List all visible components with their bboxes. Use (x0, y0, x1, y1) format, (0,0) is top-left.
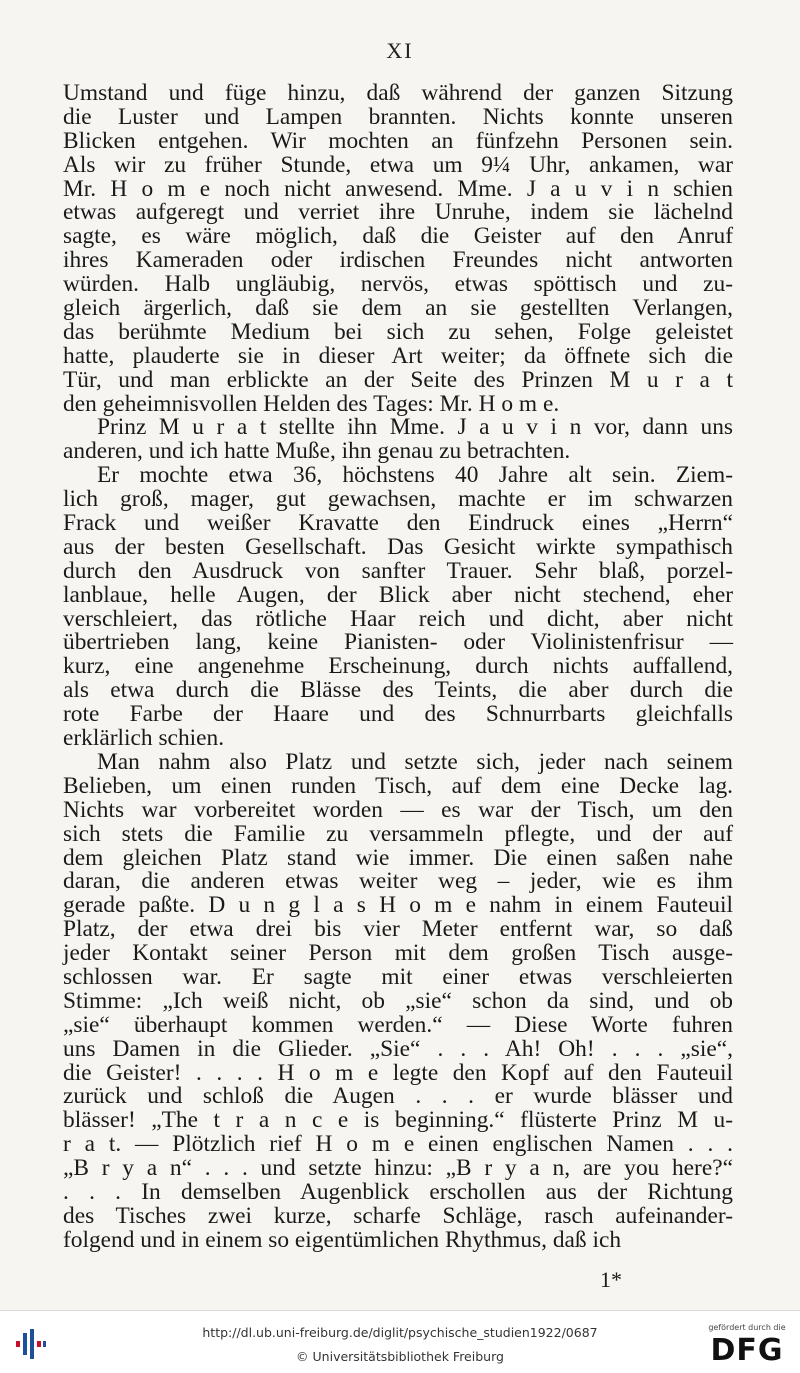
text-line: Belieben, um einen runden Tisch, auf dem eine Decke lag. (63, 772, 733, 799)
text-line: zurück und schloß die Augen . . . er wurde blässer und (63, 1083, 733, 1110)
text-line: kurz, eine angenehme Erscheinung, durch nichts auffallend, (63, 653, 733, 680)
text-line: jeder Kontakt seiner Person mit dem großen Tisch ausge- (63, 940, 733, 967)
text-line: dem gleichen Platz stand wie immer. Die einen saßen nahe (63, 844, 733, 871)
text-line: durch den Ausdruck von sanfter Trauer. Sehr blaß, porzel- (63, 557, 733, 584)
text-line: lich groß, mager, gut gewachsen, machte er im schwarzen (63, 486, 733, 513)
text-line: lanblaue, helle Augen, der Blick aber nicht stechend, eher (63, 581, 733, 608)
text-line: gerade paßte. D u n g l a s H o m e nahm in einem Fauteuil (63, 892, 733, 919)
text-line: . . . In demselben Augenblick erschollen aus der Richtung (63, 1178, 733, 1205)
text-line: das berühmte Medium bei sich zu sehen, Folge geleistet (63, 318, 733, 345)
text-line: etwas aufgeregt und verriet ihre Unruhe, indem sie lächelnd (63, 199, 733, 226)
text-line: sagte, es wäre möglich, daß die Geister auf den Anruf (63, 223, 733, 250)
text-line: des Tisches zwei kurze, scharfe Schläge, rasch aufeinander- (63, 1202, 733, 1229)
text-line: die Geister! . . . . H o m e legte den Kopf auf den Fauteuil (63, 1059, 733, 1086)
text-line: die Luster und Lampen brannten. Nichts konnte unseren (63, 103, 733, 130)
text-line: gleich ärgerlich, daß sie dem an sie gestellten Verlangen, (63, 295, 733, 322)
text-line: würden. Halb ungläubig, nervös, etwas spöttisch und zu- (63, 271, 733, 298)
text-line: rote Farbe der Haare und des Schnurrbarts gleichfalls (63, 701, 733, 728)
text-line: Umstand und füge hinzu, daß während der ganzen Sitzung (63, 80, 733, 106)
text-line: übertrieben lang, keine Pianisten- oder Violinistenfrisur — (63, 629, 733, 656)
text-line: folgend und in einem so eigentümlichen Rhythmus, daß ich (63, 1226, 622, 1253)
text-line: anderen, und ich hatte Muße, ihn genau zu betrachten. (63, 438, 571, 465)
text-line: sich stets die Familie zu versammeln pflegte, und der auf (63, 820, 733, 847)
text-line: Stimme: „Ich weiß nicht, ob „sie“ schon da sind, und ob (63, 987, 733, 1014)
text-line: r a t. — Plötzlich rief H o m e einen englischen Namen . . . (63, 1131, 733, 1158)
text-line: Blicken entgehen. Wir mochten an fünfzehn Personen sein. (63, 127, 733, 154)
text-line: „sie“ überhaupt kommen werden.“ — Diese Worte fuhren (63, 1011, 733, 1038)
text-line: blässer! „The t r a n c e is beginning.“ flüsterte Prinz M u- (63, 1107, 733, 1134)
text-line: ihres Kameraden oder irdischen Freundes nicht antworten (63, 247, 733, 274)
text-line: Als wir zu früher Stunde, etwa um 9¼ Uhr, ankamen, war (63, 151, 733, 178)
copyright-text: © Universitätsbibliothek Freiburg (296, 1349, 504, 1364)
text-line: „B r y a n“ . . . und setzte hinzu: „B r y a n, are you here?“ (63, 1155, 733, 1182)
page-number: XI (386, 38, 414, 63)
text-line: Tür, und man erblickte an der Seite des Prinzen M u r a t (63, 366, 733, 393)
text-line: uns Damen in die Glieder. „Sie“ . . . Ah! Oh! . . . „sie“, (63, 1035, 733, 1062)
text-line: verschleiert, das rötliche Haar reich und dicht, aber nicht (63, 605, 733, 632)
text-line: schlossen war. Er sagte mit einer etwas verschleierten (63, 963, 733, 990)
text-line: daran, die anderen etwas weiter weg – jeder, wie es ihm (63, 868, 733, 895)
text-line: den geheimnisvollen Helden des Tages: Mr. H o m e. (63, 390, 560, 417)
text-line: Man nahm also Platz und setzte sich, jeder nach seinem (97, 748, 733, 775)
signature-mark: 1* (600, 1267, 622, 1292)
text-line: Prinz M u r a t stellte ihn Mme. J a u v i n vor, dann uns (97, 414, 733, 441)
text-line: als etwa durch die Blässe des Teints, die aber durch die (63, 677, 733, 704)
viewer-footer (0, 1310, 800, 1373)
text-line: Mr. H o m e noch nicht anwesend. Mme. J a u v i n schien (63, 175, 733, 202)
dfg-logo: DFG (710, 1333, 784, 1368)
text-line: Er mochte etwa 36, höchstens 40 Jahre alt sein. Ziem- (97, 462, 733, 489)
text-line: Frack und weißer Kravatte den Eindruck eines „Herrn“ (63, 510, 733, 537)
text-line: aus der besten Gesellschaft. Das Gesicht wirkte sympathisch (63, 533, 733, 560)
text-line: erklärlich schien. (63, 725, 225, 752)
funder-caption: gefördert durch die (708, 1323, 786, 1332)
text-line: Nichts war vorbereitet worden — es war der Tisch, um den (63, 796, 733, 823)
body-text (63, 82, 733, 1253)
text-line: hatte, plauderte sie in dieser Art weiter; da öffnete sich die (63, 342, 733, 369)
document-url-link[interactable]: http://dl.ub.uni-freiburg.de/diglit/psychische_studien1922/0687 (202, 1325, 598, 1340)
text-line: Platz, der etwa drei bis vier Meter entfernt war, so daß (63, 916, 733, 943)
